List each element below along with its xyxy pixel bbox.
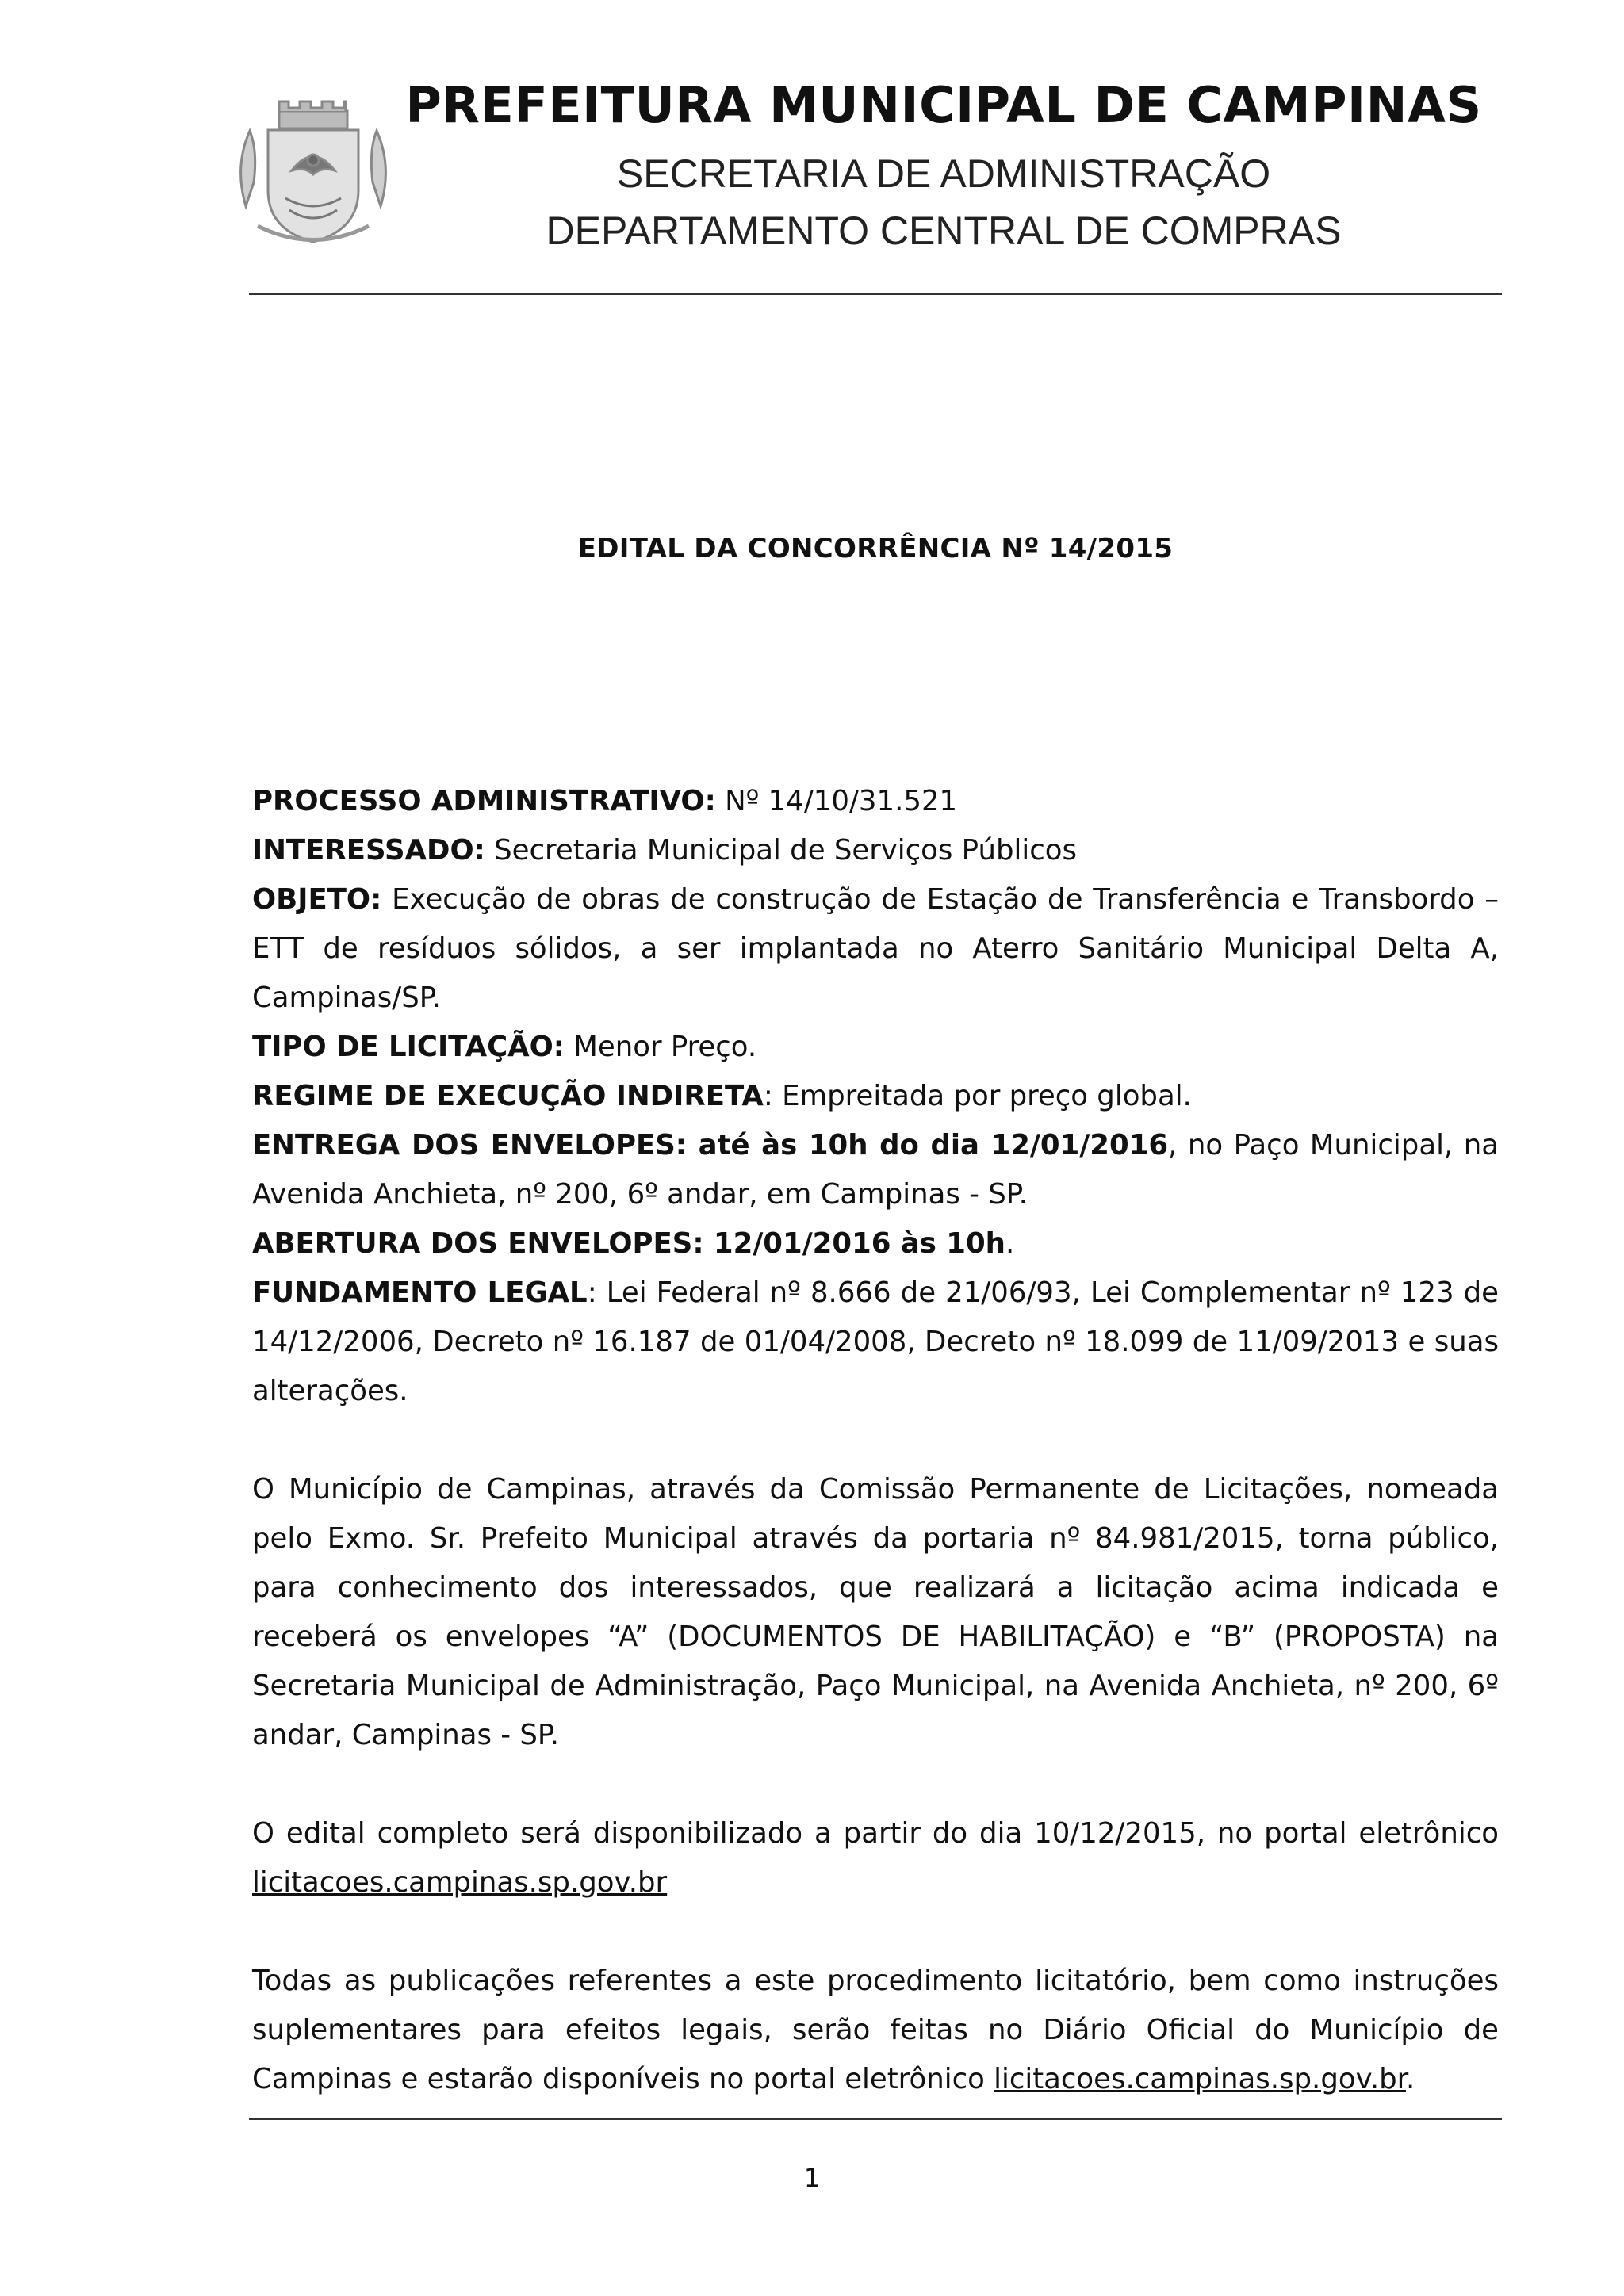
- organization-title: PREFEITURA MUNICIPAL DE CAMPINAS: [405, 76, 1482, 134]
- departamento-subtitle: DEPARTAMENTO CENTRAL DE COMPRAS: [546, 209, 1342, 253]
- page-number: 1: [803, 2163, 821, 2193]
- campinas-coat-of-arms-icon: [230, 95, 396, 254]
- field-value: : Lei Federal nº 8.666 de 21/06/93, Lei Complementar nº 123 de 14/12/2006, Decreto nº 16.187 de 01/04/2008, Decreto nº 18.099 de 11/09/2013 e suas alterações.: [252, 1276, 1500, 1407]
- field-label: FUNDAMENTO LEGAL: [252, 1276, 588, 1309]
- field-objeto: [252, 875, 1499, 1023]
- field-label: INTERESSADO:: [252, 834, 485, 867]
- field-label: TIPO DE LICITAÇÃO:: [252, 1031, 565, 1063]
- document-body: [252, 777, 1499, 2104]
- field-label: REGIME DE EXECUÇÃO INDIRETA: [252, 1080, 764, 1112]
- field-value: : Empreitada por preço global.: [763, 1080, 1192, 1112]
- document-title: EDITAL DA CONCORRÊNCIA Nº 14/2015: [577, 533, 1174, 564]
- field-value: Secretaria Municipal de Serviços Públicos: [485, 834, 1077, 867]
- secretaria-subtitle: SECRETARIA DE ADMINISTRAÇÃO: [616, 151, 1271, 196]
- field-value: Execução de obras de construção de Estação de Transferência e Transbordo – ETT de resíduos sólidos, a ser implantada no Aterro Sanitário Municipal Delta A, Campinas/SP.: [252, 883, 1499, 1014]
- field-processo: [252, 777, 1499, 826]
- footer-divider: [249, 2118, 1502, 2120]
- field-value: .: [1005, 1227, 1015, 1260]
- header-divider: [249, 293, 1502, 295]
- paragraph-edital: [252, 1809, 1499, 1908]
- field-entrega: [252, 1121, 1499, 1219]
- paragraph-publicacoes: [252, 1957, 1499, 2104]
- field-value: Nº 14/10/31.521: [715, 785, 958, 817]
- portal-link[interactable]: licitacoes.campinas.sp.gov.br: [252, 1866, 668, 1899]
- paragraph-municipio: O Município de Campinas, através da Comissão Permanente de Licitações, nomeada pelo Exmo. Sr. Prefeito Municipal através da portaria nº 84.981/2015, torna público, para conhecimento dos interessados, que realizará a licitação acima indicada e receberá os envelopes “A” (DOCUMENTOS DE HABILITAÇÃO) e “B” (PROPOSTA) na Secretaria Municipal de Administração, Paço Municipal, na Avenida Anchieta, nº 200, 6º andar, Campinas - SP.: [252, 1473, 1499, 1751]
- portal-link[interactable]: licitacoes.campinas.sp.gov.br: [994, 2063, 1407, 2095]
- field-label: ABERTURA DOS ENVELOPES: 12/01/2016 às 10h: [252, 1227, 1005, 1260]
- field-tipo: [252, 1023, 1499, 1072]
- field-interessado: [252, 826, 1499, 875]
- paragraph-text: O edital completo será disponibilizado a partir do dia 10/12/2015, no portal eletrônico: [252, 1817, 1499, 1850]
- field-label: PROCESSO ADMINISTRATIVO:: [252, 785, 716, 817]
- field-label: ENTREGA DOS ENVELOPES: até às 10h do dia 12/01/2016: [252, 1129, 1169, 1161]
- paragraph-text: Todas as publicações referentes a este procedimento licitatório, bem como instruções suplementares para efeitos legais, serão feitas no Diário Oficial do Município de Campinas e estarão disponíveis no portal eletrônico: [252, 1965, 1499, 2095]
- paragraph-end: .: [1406, 2063, 1415, 2095]
- field-regime: [252, 1072, 1499, 1121]
- field-fundamento: [252, 1269, 1499, 1416]
- field-abertura: [252, 1219, 1499, 1269]
- field-value: , no Paço Municipal, na Avenida Anchieta, nº 200, 6º andar, em Campinas - SP.: [252, 1129, 1499, 1211]
- field-value: Menor Preço.: [564, 1031, 757, 1063]
- field-label: OBJETO:: [252, 883, 382, 916]
